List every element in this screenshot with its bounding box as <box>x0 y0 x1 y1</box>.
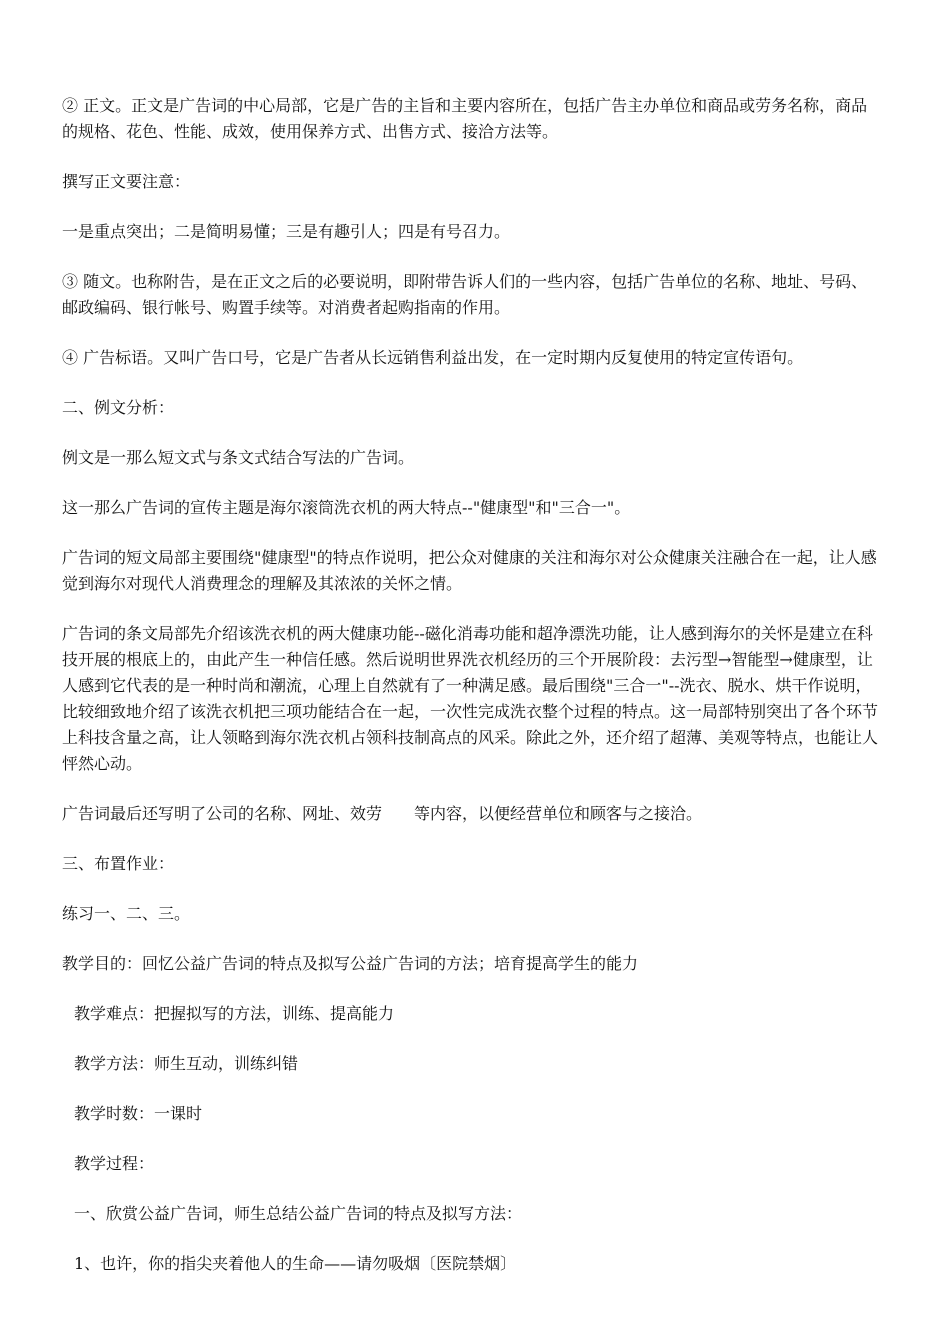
paragraph-short-text-part: 广告词的短文局部主要围绕"健康型"的特点作说明，把公众对健康的关注和海尔对公众健康关注融合在一起，让人感觉到海尔对现代人消费理念的理解及其浓浓的关怀之情。 <box>62 548 877 593</box>
paragraph-exercises: 练习一、二、三。 <box>62 904 191 923</box>
paragraph-example-1: 1、也许，你的指尖夹着他人的生命——请勿吸烟〔医院禁烟〕 <box>74 1254 517 1273</box>
section-heading-homework: 三、布置作业： <box>62 854 175 873</box>
paragraph-teaching-process: 教学过程： <box>74 1154 155 1173</box>
paragraph-writing-notes-heading: 撰写正文要注意： <box>62 172 191 191</box>
paragraph-teaching-method: 教学方法：师生互动，训练纠错 <box>74 1054 299 1073</box>
document-page <box>62 93 882 1301</box>
paragraph-example-type: 例文是一那么短文式与条文式结合写法的广告词。 <box>62 448 415 467</box>
paragraph-slogan: ④ 广告标语。又叫广告口号，它是广告者从长远销售利益出发，在一定时期内反复使用的特定宣传语句。 <box>62 348 804 367</box>
paragraph-teaching-goal: 教学目的：回忆公益广告词的特点及拟写公益广告词的方法；培育提高学生的能力 <box>62 954 639 973</box>
paragraph-teaching-difficulty: 教学难点：把握拟写的方法，训练、提高能力 <box>74 1004 395 1023</box>
section-heading-example-analysis: 二、例文分析： <box>62 398 175 417</box>
paragraph-teaching-hours: 教学时数：一课时 <box>74 1104 203 1123</box>
paragraph-appendix-text: ③ 随文。也称附告，是在正文之后的必要说明，即附带告诉人们的一些内容，包括广告单位的名称、地址、号码、邮政编码、银行帐号、购置手续等。对消费者起购指南的作用。 <box>62 272 868 317</box>
paragraph-appreciate-ads: 一、欣赏公益广告词，师生总结公益广告词的特点及拟写方法： <box>74 1204 523 1223</box>
paragraph-example-theme: 这一那么广告词的宣传主题是海尔滚筒洗衣机的两大特点--"健康型"和"三合一"。 <box>62 498 631 517</box>
paragraph-company-info: 广告词最后还写明了公司的名称、网址、效劳 等内容，以便经营单位和顾客与之接洽。 <box>62 804 703 823</box>
paragraph-list-text-part: 广告词的条文局部先介绍该洗衣机的两大健康功能--磁化消毒功能和超净漂洗功能，让人感到海尔的关怀是建立在科技开展的根底上的，由此产生一种信任感。然后说明世界洗衣机经历的三个开展阶段：去污型→智能型→健康型，让人感到它代表的是一种时尚和潮流，心理上自然就有了一种满足感。最后围绕"三合一"--洗衣、脱水、烘干作说明，比较细致地介绍了该洗衣机把三项功能结合在一起，一次性完成洗衣整个过程的特点。这一局部特别突出了各个环节上科技含量之高，让人领略到海尔洗衣机占领科技制高点的风采。除此之外，还介绍了超薄、美观等特点，也能让人怦然心动。 <box>62 624 879 773</box>
paragraph-main-text: ② 正文。正文是广告词的中心局部，它是广告的主旨和主要内容所在，包括广告主办单位和商品或劳务名称，商品的规格、花色、性能、成效，使用保养方式、出售方式、接洽方法等。 <box>62 96 868 141</box>
paragraph-writing-points: 一是重点突出；二是简明易懂；三是有趣引人；四是有号召力。 <box>62 222 511 241</box>
